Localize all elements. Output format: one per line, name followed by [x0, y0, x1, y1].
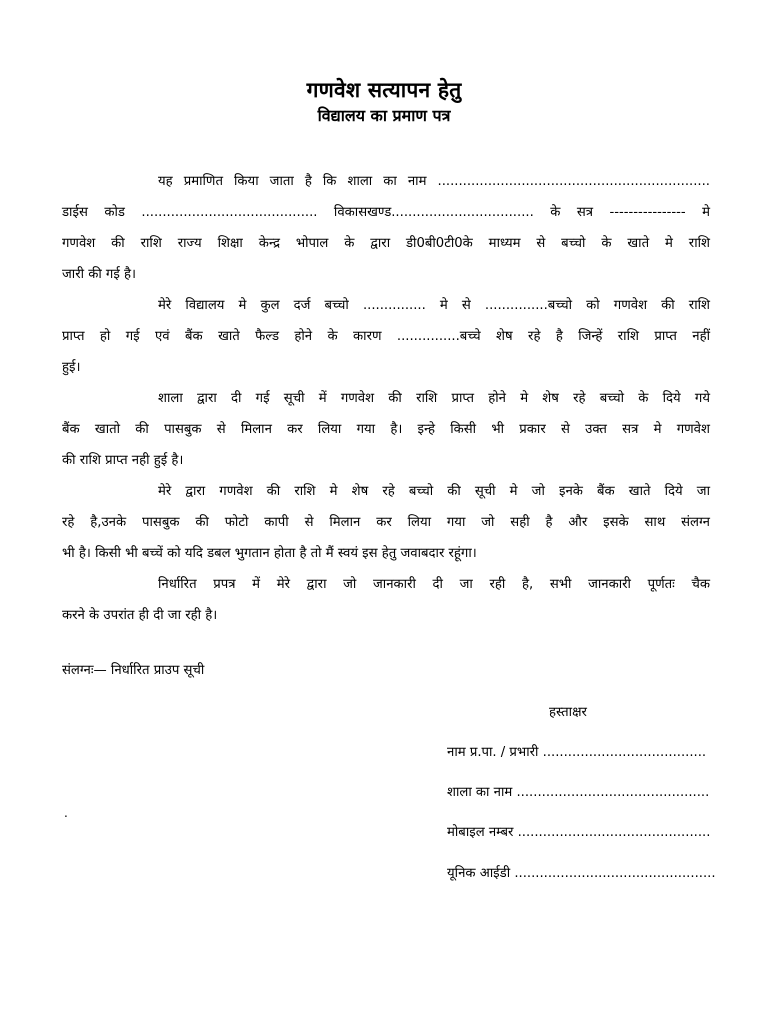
text-line: यह प्रमाणित किया जाता है कि शाला का नाम .................................................................	[158, 174, 710, 189]
text-line: की राशि प्राप्त नही हुई है।	[62, 453, 184, 468]
text-line: मेरे विद्यालय मे कुल दर्ज बच्चो ............... मे से ...............बच्चो को गणवेश की राशि	[158, 298, 710, 313]
paragraph-4	[62, 476, 710, 569]
signature-heading: हस्ताक्षर	[549, 705, 587, 720]
text-line: बैंक खातो की पासबुक से मिलान कर लिया गया है। इन्हे किसी भी प्रकार से उक्त सत्र मे गणवेश	[62, 422, 710, 437]
stray-mark: .	[64, 806, 68, 820]
text-line: डाईस कोड .......................................... विकासखण्ड.................................. के सत्र ---------------- मे	[62, 205, 711, 220]
text-line: रहे है,उनके पासबुक की फोटो कापी से मिलान कर लिया गया जो सही है और इसके साथ संलग्न	[62, 515, 710, 530]
mobile-number-field: मोबाइल नम्बर ..............................................	[447, 825, 711, 840]
unique-id-field: यूनिक आईडी ................................................	[447, 866, 716, 881]
certificate-body	[62, 166, 710, 631]
paragraph-3	[62, 383, 710, 476]
text-line: जारी की गई है।	[62, 267, 137, 282]
text-line: भी है। किसी भी बच्चें को यदि डबल भुगतान होता है तो मैं स्वयं इस हेतु जवाबदार रहूंगा।	[62, 546, 477, 561]
attachment-note: संलग्नः— निर्धारित प्राउप सूची	[62, 663, 205, 678]
principal-name-field: नाम प्र.पा. / प्रभारी .......................................	[447, 745, 707, 760]
paragraph-1	[62, 166, 710, 290]
school-name-field: शाला का नाम ..............................................	[447, 785, 710, 800]
text-line: निर्धारित प्रपत्र में मेरे द्वारा जो जानकारी दी जा रही है, सभी जानकारी पूर्णतः चैक	[158, 577, 710, 592]
text-line: हुई।	[62, 360, 81, 375]
paragraph-5	[62, 569, 710, 631]
document-subtitle: विद्यालय का प्रमाण पत्र	[317, 106, 451, 125]
text-line: करने के उपरांत ही दी जा रही है।	[62, 608, 218, 623]
text-line: गणवेश की राशि राज्य शिक्षा केन्द्र भोपाल के द्वारा डी0बी0टी0के माध्यम से बच्चो के खाते मे राशि	[62, 236, 710, 251]
document-title: गणवेश सत्यापन हेतु	[306, 78, 462, 102]
text-line: शाला द्वारा दी गई सूची में गणवेश की राशि प्राप्त होने मे शेष रहे बच्चो के दिये गये	[158, 391, 710, 406]
paragraph-2	[62, 290, 710, 383]
text-line: मेरे द्वारा गणवेश की राशि मे शेष रहे बच्चो की सूची मे जो इनके बैंक खाते दिये जा	[158, 484, 710, 499]
text-line: प्राप्त हो गई एवं बैंक खाते फैल्ड होने के कारण ...............बच्चे शेष रहे है जिन्हें राशि प्राप्त नहीं	[62, 329, 710, 344]
